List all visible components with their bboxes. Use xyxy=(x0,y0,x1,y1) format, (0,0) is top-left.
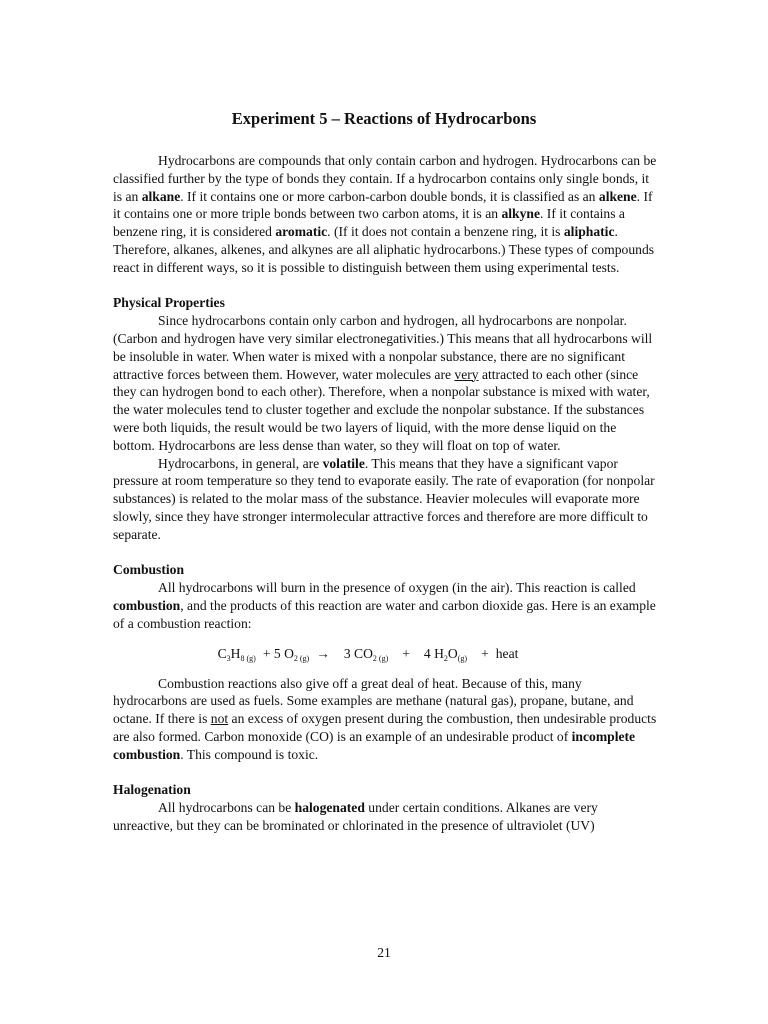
term-combustion: combustion xyxy=(113,597,181,613)
section-heading-physical-properties: Physical Properties xyxy=(113,295,225,311)
term-alkyne: alkyne xyxy=(501,206,540,222)
term-alkane: alkane xyxy=(141,188,181,204)
text-run: under certain conditions. Alkanes are very unreactive, but they can be brominated or chlorinated in the presence of ultraviolet (UV) xyxy=(113,800,598,833)
page-number: 21 xyxy=(377,945,391,960)
text-run: Since hydrocarbons contain only carbon and hydrogen, all hydrocarbons are nonpolar. (Carbon and hydrogen have very similar electronegativities.) This means that all hydrocarbons will be insoluble in water. When water is mixed with a nonpolar substance, there are no significant attractive forces between them. However, water molecules are xyxy=(113,313,653,382)
term-volatile: volatile xyxy=(322,455,365,471)
physical-paragraph-2 xyxy=(113,455,658,544)
eq-text: + xyxy=(481,645,489,661)
document-body xyxy=(113,152,658,835)
underlined-word: not xyxy=(210,711,229,727)
text-run: All hydrocarbons can be xyxy=(158,800,295,816)
text-run: Hydrocarbons are compounds that only contain carbon and hydrogen. Hydrocarbons can be classified further by the type of bonds they contain. If a hydrocarbon contains only single bonds, it is an xyxy=(113,153,657,204)
physical-paragraph-1 xyxy=(113,312,658,454)
text-run: attracted to each other (since they can hydrogen bond to each other). Therefore, when a nonpolar substance is mixed with water, the water molecules tend to cluster together and exclude the nonpolar substance. If the substances were both liquids, the result would be two layers of liquid, with the more dense liquid on the bottom. Hydrocarbons are less dense than water, so they will float on top of water. xyxy=(113,366,650,453)
document-title: Experiment 5 – Reactions of Hydrocarbons xyxy=(231,109,537,128)
section-heading-halogenation: Halogenation xyxy=(113,782,191,798)
eq-subscript: 2 (g) xyxy=(372,653,389,663)
eq-text: 4 H xyxy=(423,645,444,661)
combustion-equation xyxy=(113,633,658,675)
text-run: . Therefore, alkanes, alkenes, and alkynes are all aliphatic hydrocarbons.) These types of compounds react in different ways, so it is possible to distinguish between them using experimental tests. xyxy=(113,224,655,275)
term-incomplete-combustion: incomplete combustion xyxy=(113,728,636,762)
eq-text: 3 CO xyxy=(343,645,373,661)
eq-subscript: (g) xyxy=(457,653,468,663)
text-run: . (If it does not contain a benzene ring, it is xyxy=(327,224,564,240)
underlined-word: very xyxy=(454,366,479,382)
eq-text: + 5 O xyxy=(262,645,294,661)
text-run: . If it contains a benzene ring, it is considered xyxy=(113,206,625,240)
eq-subscript: 2 (g) xyxy=(293,653,310,663)
text-run: Hydrocarbons, in general, are xyxy=(158,455,323,471)
eq-text: C xyxy=(217,645,227,661)
term-alkene: alkene xyxy=(598,188,637,204)
term-aliphatic: aliphatic xyxy=(563,224,615,240)
text-run: , and the products of this reaction are water and carbon dioxide gas. Here is an example of a combustion reaction: xyxy=(113,597,656,631)
text-run: . If it contains one or more triple bonds between two carbon atoms, it is an xyxy=(113,188,653,222)
eq-text: H xyxy=(230,645,241,661)
eq-subscript: 2 xyxy=(443,653,448,663)
text-run: . If it contains one or more carbon-carbon double bonds, it is classified as an xyxy=(180,188,599,204)
text-run: . This means that they have a significant vapor pressure at room temperature so they tend to evaporate easily. The rate of evaporation (for nonpolar substances) is related to the molar mass of the substance. Heavier molecules will evaporate more slowly, since they have stronger intermolecular attractive forces and therefore are more difficult to separate. xyxy=(113,455,655,542)
halogenation-paragraph-1 xyxy=(113,799,658,835)
intro-paragraph xyxy=(113,152,658,277)
text-run: Combustion reactions also give off a great deal of heat. Because of this, many hydrocarbons are used as fuels. Some examples are methane (natural gas), propane, butane, and octane. If there is xyxy=(113,675,634,727)
eq-subscript: 8 (g) xyxy=(240,653,256,663)
eq-text: O xyxy=(447,645,458,661)
text-run: an excess of oxygen present during the combustion, then undesirable products are also formed. Carbon monoxide (CO) is an example of an undesirable product of xyxy=(113,711,657,744)
section-heading-combustion: Combustion xyxy=(113,562,185,578)
eq-text: heat xyxy=(495,645,519,661)
text-run: All hydrocarbons will burn in the presence of oxygen (in the air). This reaction is called xyxy=(158,580,636,596)
combustion-paragraph-2 xyxy=(113,675,658,764)
reaction-arrow-icon: → xyxy=(316,645,330,661)
combustion-paragraph-1 xyxy=(113,579,658,632)
eq-text: + xyxy=(402,645,410,661)
eq-subscript: 3 xyxy=(226,653,231,663)
term-aromatic: aromatic xyxy=(275,224,328,240)
text-run: . This compound is toxic. xyxy=(180,746,319,762)
term-halogenated: halogenated xyxy=(294,800,365,816)
